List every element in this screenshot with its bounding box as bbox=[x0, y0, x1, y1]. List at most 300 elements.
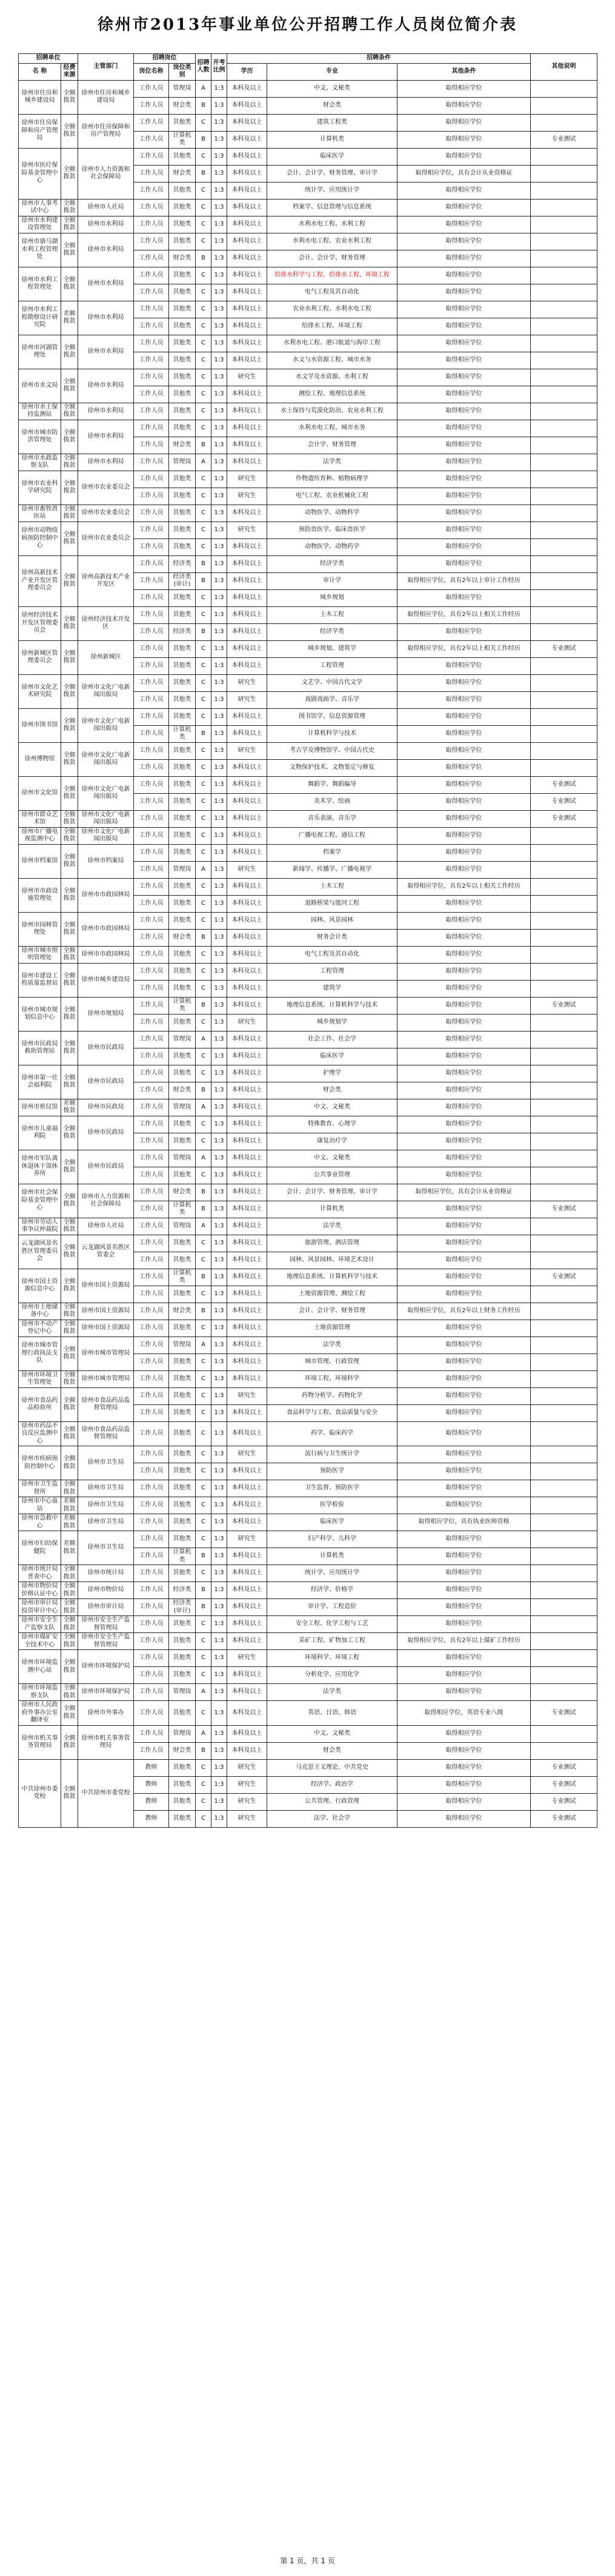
position-category-cell: 其他类 bbox=[169, 1759, 196, 1776]
funding-type-cell: 全额拨款 bbox=[61, 1565, 78, 1582]
table-row bbox=[19, 1116, 597, 1133]
other-conditions-cell: 取得相应学位，具有会计从业资格证 bbox=[397, 1184, 531, 1201]
position-category-cell: 其他类 bbox=[169, 1633, 196, 1650]
headcount-cell: C bbox=[196, 1776, 211, 1793]
headcount-cell: C bbox=[196, 810, 211, 827]
headcount-cell: A bbox=[196, 454, 211, 471]
headcount-cell: B bbox=[196, 1184, 211, 1201]
position-category-cell: 其他类 bbox=[169, 301, 196, 318]
page-footer: 第 1 页，共 1 页 bbox=[280, 2557, 335, 2565]
exam-ratio-cell: 1:3 bbox=[211, 759, 227, 776]
education-cell: 本科及以上 bbox=[227, 1082, 267, 1099]
major-cell: 城乡规划学 bbox=[267, 1014, 397, 1031]
education-cell: 本科及以上 bbox=[227, 759, 267, 776]
funding-type-cell: 全额拨款 bbox=[61, 1218, 78, 1235]
position-name-cell: 工作人员 bbox=[134, 895, 169, 912]
education-cell: 本科及以上 bbox=[227, 301, 267, 318]
unit-name-cell: 徐州市园林管理处 bbox=[19, 912, 61, 946]
department-cell: 徐州市安全生产监督管理局 bbox=[78, 1633, 134, 1650]
other-conditions-cell: 取得相应学位 bbox=[397, 1446, 531, 1463]
table-row bbox=[19, 606, 597, 623]
unit-name-cell: 徐州市食品药品检验所 bbox=[19, 1387, 61, 1421]
education-cell: 研究生 bbox=[227, 674, 267, 691]
unit-name-cell: 徐州高新技术产业开发区管理委员会 bbox=[19, 555, 61, 606]
position-category-cell: 其他类 bbox=[169, 267, 196, 284]
education-cell: 本科及以上 bbox=[227, 1048, 267, 1065]
other-notes-cell bbox=[531, 233, 597, 250]
headcount-cell: C bbox=[196, 420, 211, 437]
other-notes-cell bbox=[531, 80, 597, 97]
unit-name-cell: 徐州市不动产登记中心 bbox=[19, 1320, 61, 1337]
other-notes-cell bbox=[531, 1742, 597, 1759]
headcount-cell: C bbox=[196, 182, 211, 199]
exam-ratio-cell: 1:3 bbox=[211, 1320, 227, 1337]
position-category-cell: 其他类 bbox=[169, 1463, 196, 1480]
other-notes-cell bbox=[531, 182, 597, 199]
other-conditions-cell: 取得相应学位 bbox=[397, 318, 531, 335]
other-notes-cell bbox=[531, 1014, 597, 1031]
position-name-cell: 工作人员 bbox=[134, 1565, 169, 1582]
unit-name-cell: 徐州市城市防洪管理处 bbox=[19, 420, 61, 454]
position-name-cell: 教师 bbox=[134, 1793, 169, 1810]
department-cell: 徐州市农业委员会 bbox=[78, 522, 134, 555]
position-name-cell: 工作人员 bbox=[134, 437, 169, 454]
funding-type-cell: 差额拨款 bbox=[61, 1531, 78, 1565]
funding-type-cell: 全额拨款 bbox=[61, 1031, 78, 1065]
major-cell: 安全工程、化学工程与工艺 bbox=[267, 1616, 397, 1633]
position-category-cell: 其他类 bbox=[169, 1167, 196, 1184]
position-category-cell: 其他类 bbox=[169, 1565, 196, 1582]
unit-name-cell: 徐州市煤矿安全技术中心 bbox=[19, 1633, 61, 1650]
headcount-cell: C bbox=[196, 1565, 211, 1582]
headcount-cell: C bbox=[196, 606, 211, 623]
other-conditions-cell: 取得相应学位 bbox=[397, 1218, 531, 1235]
headcount-cell: B bbox=[196, 1582, 211, 1599]
exam-ratio-cell: 1:3 bbox=[211, 606, 227, 623]
other-notes-cell bbox=[531, 199, 597, 216]
education-cell: 本科及以上 bbox=[227, 1353, 267, 1370]
unit-name-cell: 徐州市物价局价格认证中心 bbox=[19, 1582, 61, 1599]
position-category-cell: 其他类 bbox=[169, 1320, 196, 1337]
other-conditions-cell: 取得相应学位 bbox=[397, 1201, 531, 1218]
exam-ratio-cell: 1:3 bbox=[211, 1387, 227, 1404]
major-cell: 妇产科学、儿科学 bbox=[267, 1531, 397, 1548]
table-row bbox=[19, 1303, 597, 1320]
position-category-cell: 其他类 bbox=[169, 674, 196, 691]
position-category-cell: 财会类 bbox=[169, 1303, 196, 1320]
other-notes-cell bbox=[531, 895, 597, 912]
headcount-cell: B bbox=[196, 572, 211, 589]
position-name-cell: 工作人员 bbox=[134, 1303, 169, 1320]
other-notes-cell bbox=[531, 861, 597, 878]
table-header bbox=[19, 54, 597, 81]
department-cell: 徐州市国土资源局 bbox=[78, 1303, 134, 1320]
major-cell: 水文学及水资源、水利工程 bbox=[267, 369, 397, 386]
exam-ratio-cell: 1:3 bbox=[211, 963, 227, 980]
education-cell: 研究生 bbox=[227, 471, 267, 488]
unit-name-cell: 徐州市殡仪馆 bbox=[19, 1099, 61, 1116]
position-name-cell: 工作人员 bbox=[134, 471, 169, 488]
exam-ratio-cell: 1:3 bbox=[211, 1725, 227, 1742]
major-cell: 法学类 bbox=[267, 1337, 397, 1353]
funding-type-cell: 全额拨款 bbox=[61, 80, 78, 114]
department-cell: 徐州市卫生局 bbox=[78, 1514, 134, 1531]
education-cell: 本科及以上 bbox=[227, 827, 267, 844]
unit-name-cell: 徐州市环境监测中心站 bbox=[19, 1650, 61, 1684]
education-cell: 本科及以上 bbox=[227, 1303, 267, 1320]
position-category-cell: 其他类 bbox=[169, 810, 196, 827]
major-cell: 药物分析学、药物化学 bbox=[267, 1387, 397, 1404]
department-cell: 徐州市卫生局 bbox=[78, 1480, 134, 1497]
major-cell: 计算机类 bbox=[267, 1201, 397, 1218]
other-conditions-cell: 取得相应学位 bbox=[397, 1370, 531, 1387]
headcount-cell: B bbox=[196, 1269, 211, 1286]
major-cell: 环境工程、环境科学 bbox=[267, 1370, 397, 1387]
table-row bbox=[19, 776, 597, 793]
position-category-cell: 财会类 bbox=[169, 1184, 196, 1201]
position-category-cell: 计算机类 bbox=[169, 725, 196, 742]
headcount-cell: C bbox=[196, 657, 211, 674]
unit-name-cell: 徐州市机关事务管理局 bbox=[19, 1725, 61, 1759]
unit-name-cell: 徐州市第一社会福利院 bbox=[19, 1065, 61, 1099]
headcount-cell: C bbox=[196, 284, 211, 301]
other-conditions-cell: 取得相应学位，具有2年以上审计工作经历 bbox=[397, 572, 531, 589]
exam-ratio-cell: 1:3 bbox=[211, 114, 227, 131]
headcount-cell: B bbox=[196, 997, 211, 1014]
education-cell: 本科及以上 bbox=[227, 454, 267, 471]
department-cell: 徐州市市政园林局 bbox=[78, 946, 134, 963]
other-conditions-cell: 取得相应学位 bbox=[397, 946, 531, 963]
other-conditions-cell: 取得相应学位 bbox=[397, 301, 531, 318]
position-category-cell: 其他类 bbox=[169, 657, 196, 674]
education-cell: 本科及以上 bbox=[227, 505, 267, 522]
position-name-cell: 工作人员 bbox=[134, 844, 169, 861]
funding-type-cell: 全额拨款 bbox=[61, 946, 78, 963]
other-conditions-cell: 取得相应学位 bbox=[397, 97, 531, 114]
position-category-cell: 管理岗 bbox=[169, 861, 196, 878]
major-cell: 建筑工程类 bbox=[267, 114, 397, 131]
department-cell: 徐州市城市管理局 bbox=[78, 1337, 134, 1370]
major-cell: 马克思主义理论、中共党史 bbox=[267, 1759, 397, 1776]
funding-type-cell: 全额拨款 bbox=[61, 1759, 78, 1827]
headcount-cell: C bbox=[196, 1404, 211, 1421]
headcount-cell: C bbox=[196, 1235, 211, 1252]
headcount-cell: A bbox=[196, 1218, 211, 1235]
department-cell: 徐州市水利局 bbox=[78, 233, 134, 267]
exam-ratio-cell: 1:3 bbox=[211, 1370, 227, 1387]
headcount-cell: C bbox=[196, 844, 211, 861]
funding-type-cell: 差额拨款 bbox=[61, 301, 78, 335]
other-conditions-cell: 取得相应学位 bbox=[397, 369, 531, 386]
position-name-cell: 工作人员 bbox=[134, 1167, 169, 1184]
other-conditions-cell: 取得相应学位 bbox=[397, 1387, 531, 1404]
exam-ratio-cell: 1:3 bbox=[211, 1116, 227, 1133]
table-body bbox=[19, 80, 597, 1827]
exam-ratio-cell: 1:3 bbox=[211, 301, 227, 318]
education-cell: 本科及以上 bbox=[227, 1133, 267, 1150]
department-cell: 中共徐州市委党校 bbox=[78, 1759, 134, 1827]
unit-name-cell: 徐州市档案馆 bbox=[19, 844, 61, 878]
other-notes-cell: 专业测试 bbox=[531, 1759, 597, 1776]
position-category-cell: 其他类 bbox=[169, 1235, 196, 1252]
unit-name-cell: 徐州市骆马湖水利工程管理处 bbox=[19, 233, 61, 267]
table-row bbox=[19, 1633, 597, 1650]
other-conditions-cell: 取得相应学位 bbox=[397, 1463, 531, 1480]
position-name-cell: 工作人员 bbox=[134, 1480, 169, 1497]
other-notes-cell: 专业测试 bbox=[531, 793, 597, 810]
position-name-cell: 工作人员 bbox=[134, 505, 169, 522]
position-name-cell: 工作人员 bbox=[134, 1616, 169, 1633]
unit-name-cell: 徐州市统计局普查中心 bbox=[19, 1565, 61, 1582]
exam-ratio-cell: 1:3 bbox=[211, 1353, 227, 1370]
table-row bbox=[19, 708, 597, 725]
exam-ratio-cell: 1:3 bbox=[211, 1446, 227, 1463]
other-notes-cell bbox=[531, 1446, 597, 1463]
department-cell: 徐州市水利局 bbox=[78, 335, 134, 369]
funding-type-cell: 全额拨款 bbox=[61, 522, 78, 555]
exam-ratio-cell: 1:3 bbox=[211, 1218, 227, 1235]
major-cell: 会计学、财务管理 bbox=[267, 437, 397, 454]
other-conditions-cell: 取得相应学位 bbox=[397, 216, 531, 233]
exam-ratio-cell: 1:3 bbox=[211, 1201, 227, 1218]
position-name-cell: 工作人员 bbox=[134, 742, 169, 759]
position-name-cell: 工作人员 bbox=[134, 793, 169, 810]
department-cell: 徐州市文化广电新闻出版局 bbox=[78, 776, 134, 810]
unit-name-cell: 徐州市水利工程勘察设计研究院 bbox=[19, 301, 61, 335]
exam-ratio-cell: 1:3 bbox=[211, 657, 227, 674]
headcount-cell: C bbox=[196, 352, 211, 369]
position-name-cell: 工作人员 bbox=[134, 538, 169, 555]
funding-type-cell: 全额拨款 bbox=[61, 1480, 78, 1497]
headcount-cell: C bbox=[196, 114, 211, 131]
education-cell: 本科及以上 bbox=[227, 131, 267, 148]
table-row bbox=[19, 827, 597, 844]
exam-ratio-cell: 1:3 bbox=[211, 623, 227, 640]
other-notes-cell bbox=[531, 1514, 597, 1531]
other-conditions-cell: 取得相应学位 bbox=[397, 1099, 531, 1116]
position-category-cell: 管理岗 bbox=[169, 80, 196, 97]
other-notes-cell: 专业测试 bbox=[531, 131, 597, 148]
education-cell: 本科及以上 bbox=[227, 1320, 267, 1337]
major-cell: 法学类 bbox=[267, 1218, 397, 1235]
position-name-cell: 工作人员 bbox=[134, 708, 169, 725]
header-other-conditions: 其他条件 bbox=[397, 63, 531, 80]
education-cell: 本科及以上 bbox=[227, 776, 267, 793]
department-cell: 徐州市文化广电新闻出版局 bbox=[78, 810, 134, 827]
other-conditions-cell: 取得相应学位 bbox=[397, 1725, 531, 1742]
position-name-cell: 工作人员 bbox=[134, 1252, 169, 1269]
other-conditions-cell: 取得相应学位 bbox=[397, 1667, 531, 1684]
other-conditions-cell: 取得相应学位 bbox=[397, 538, 531, 555]
funding-type-cell: 全额拨款 bbox=[61, 114, 78, 148]
major-cell: 预防兽医学、临床兽医学 bbox=[267, 522, 397, 538]
exam-ratio-cell: 1:3 bbox=[211, 691, 227, 708]
major-cell: 动物医学、动物科学 bbox=[267, 505, 397, 522]
other-conditions-cell: 取得相应学位 bbox=[397, 1337, 531, 1353]
exam-ratio-cell: 1:3 bbox=[211, 1167, 227, 1184]
department-cell: 徐州市农业委员会 bbox=[78, 505, 134, 522]
headcount-cell: B bbox=[196, 97, 211, 114]
other-conditions-cell: 取得相应学位 bbox=[397, 386, 531, 403]
position-category-cell: 其他类 bbox=[169, 522, 196, 538]
position-category-cell: 计算机类 bbox=[169, 131, 196, 148]
position-category-cell: 其他类 bbox=[169, 216, 196, 233]
major-cell: 电气工程、农业机械化工程 bbox=[267, 488, 397, 505]
other-notes-cell bbox=[531, 963, 597, 980]
exam-ratio-cell: 1:3 bbox=[211, 555, 227, 572]
other-notes-cell bbox=[531, 657, 597, 674]
unit-name-cell: 徐州市民政局救助管理站 bbox=[19, 1031, 61, 1065]
position-name-cell: 教师 bbox=[134, 1776, 169, 1793]
exam-ratio-cell: 1:3 bbox=[211, 1667, 227, 1684]
education-cell: 本科及以上 bbox=[227, 810, 267, 827]
header-department: 主管部门 bbox=[78, 54, 134, 81]
headcount-cell: B bbox=[196, 623, 211, 640]
major-cell: 给排水科学与工程、给排水工程、环境工程 bbox=[267, 267, 397, 284]
major-cell: 公共事业管理 bbox=[267, 1167, 397, 1184]
other-conditions-cell: 取得相应学位 bbox=[397, 963, 531, 980]
table-row bbox=[19, 1582, 597, 1599]
other-conditions-cell: 取得相应学位 bbox=[397, 505, 531, 522]
funding-type-cell: 全额拨款 bbox=[61, 1150, 78, 1184]
headcount-cell: C bbox=[196, 1759, 211, 1776]
other-conditions-cell: 取得相应学位 bbox=[397, 1252, 531, 1269]
other-notes-cell bbox=[531, 1633, 597, 1650]
exam-ratio-cell: 1:3 bbox=[211, 1099, 227, 1116]
table-row bbox=[19, 369, 597, 386]
position-name-cell: 工作人员 bbox=[134, 352, 169, 369]
position-category-cell: 其他类 bbox=[169, 369, 196, 386]
table-row bbox=[19, 1565, 597, 1582]
unit-name-cell: 徐州市社会保险基金管理中心 bbox=[19, 1184, 61, 1218]
exam-ratio-cell: 1:3 bbox=[211, 199, 227, 216]
other-notes-cell bbox=[531, 572, 597, 589]
other-notes-cell bbox=[531, 674, 597, 691]
funding-type-cell: 全额拨款 bbox=[61, 233, 78, 267]
education-cell: 本科及以上 bbox=[227, 946, 267, 963]
other-conditions-cell: 取得相应学位 bbox=[397, 674, 531, 691]
unit-name-cell: 徐州市市政设施管理处 bbox=[19, 878, 61, 912]
position-category-cell: 其他类 bbox=[169, 708, 196, 725]
exam-ratio-cell: 1:3 bbox=[211, 844, 227, 861]
education-cell: 本科及以上 bbox=[227, 929, 267, 946]
funding-type-cell: 全额拨款 bbox=[61, 335, 78, 369]
table-row bbox=[19, 997, 597, 1014]
other-notes-cell bbox=[531, 1184, 597, 1201]
headcount-cell: C bbox=[196, 1463, 211, 1480]
unit-name-cell: 徐州市儿童福利院 bbox=[19, 1116, 61, 1150]
other-conditions-cell: 取得相应学位，具有2年以上财务工作经历 bbox=[397, 1303, 531, 1320]
other-conditions-cell: 取得相应学位 bbox=[397, 810, 531, 827]
headcount-cell: B bbox=[196, 131, 211, 148]
position-name-cell: 工作人员 bbox=[134, 1446, 169, 1463]
major-cell: 中文、文秘类 bbox=[267, 80, 397, 97]
other-conditions-cell: 取得相应学位 bbox=[397, 1082, 531, 1099]
position-name-cell: 工作人员 bbox=[134, 267, 169, 284]
exam-ratio-cell: 1:3 bbox=[211, 284, 227, 301]
recruitment-table-wrapper bbox=[18, 53, 597, 1828]
position-category-cell: 其他类 bbox=[169, 1133, 196, 1150]
position-name-cell: 工作人员 bbox=[134, 1650, 169, 1667]
position-name-cell: 工作人员 bbox=[134, 182, 169, 199]
position-category-cell: 管理岗 bbox=[169, 454, 196, 471]
other-conditions-cell: 取得相应学位 bbox=[397, 742, 531, 759]
exam-ratio-cell: 1:3 bbox=[211, 1776, 227, 1793]
other-notes-cell bbox=[531, 522, 597, 538]
education-cell: 本科及以上 bbox=[227, 997, 267, 1014]
education-cell: 本科及以上 bbox=[227, 1370, 267, 1387]
funding-type-cell: 全额拨款 bbox=[61, 827, 78, 844]
major-cell: 统计学、应用统计学 bbox=[267, 182, 397, 199]
table-row bbox=[19, 114, 597, 131]
exam-ratio-cell: 1:3 bbox=[211, 1150, 227, 1167]
headcount-cell: A bbox=[196, 1337, 211, 1353]
other-conditions-cell: 取得相应学位 bbox=[397, 352, 531, 369]
other-conditions-cell: 取得相应学位 bbox=[397, 1599, 531, 1616]
funding-type-cell: 差额拨款 bbox=[61, 1099, 78, 1116]
position-category-cell: 其他类 bbox=[169, 1667, 196, 1684]
other-notes-cell bbox=[531, 912, 597, 929]
other-conditions-cell: 取得相应学位 bbox=[397, 1133, 531, 1150]
major-cell: 农业水利工程、水利水电工程 bbox=[267, 301, 397, 318]
department-cell: 徐州市国土资源局 bbox=[78, 1269, 134, 1303]
other-notes-cell bbox=[531, 1387, 597, 1404]
other-conditions-cell: 取得相应学位 bbox=[397, 725, 531, 742]
headcount-cell: C bbox=[196, 946, 211, 963]
other-notes-cell bbox=[531, 1480, 597, 1497]
other-conditions-cell: 取得相应学位 bbox=[397, 997, 531, 1014]
header-education: 学历 bbox=[227, 63, 267, 80]
other-conditions-cell: 取得相应学位 bbox=[397, 454, 531, 471]
education-cell: 研究生 bbox=[227, 488, 267, 505]
department-cell: 徐州市安全生产监督管理局 bbox=[78, 1616, 134, 1633]
exam-ratio-cell: 1:3 bbox=[211, 454, 227, 471]
other-notes-cell bbox=[531, 1667, 597, 1684]
position-category-cell: 其他类 bbox=[169, 776, 196, 793]
position-name-cell: 工作人员 bbox=[134, 1599, 169, 1616]
education-cell: 研究生 bbox=[227, 1531, 267, 1548]
department-cell: 徐州市农业委员会 bbox=[78, 471, 134, 505]
unit-name-cell: 徐州市药品不良反应监测中心 bbox=[19, 1421, 61, 1446]
funding-type-cell: 全额拨款 bbox=[61, 454, 78, 471]
table-row bbox=[19, 522, 597, 538]
education-cell: 本科及以上 bbox=[227, 1725, 267, 1742]
funding-type-cell: 全额拨款 bbox=[61, 1616, 78, 1633]
other-notes-cell bbox=[531, 1616, 597, 1633]
other-conditions-cell: 取得相应学位 bbox=[397, 1235, 531, 1252]
table-row bbox=[19, 1370, 597, 1387]
funding-type-cell: 全额拨款 bbox=[61, 1599, 78, 1616]
unit-name-cell: 徐州市土地储备中心 bbox=[19, 1303, 61, 1320]
position-category-cell: 其他类 bbox=[169, 1370, 196, 1387]
table-row bbox=[19, 1320, 597, 1337]
education-cell: 研究生 bbox=[227, 742, 267, 759]
funding-type-cell: 全额拨款 bbox=[61, 505, 78, 522]
position-name-cell: 工作人员 bbox=[134, 1497, 169, 1514]
other-notes-cell bbox=[531, 352, 597, 369]
other-notes-cell bbox=[531, 97, 597, 114]
other-notes-cell bbox=[531, 1684, 597, 1701]
other-conditions-cell: 取得相应学位 bbox=[397, 861, 531, 878]
other-conditions-cell: 取得相应学位 bbox=[397, 182, 531, 199]
position-name-cell: 工作人员 bbox=[134, 1701, 169, 1726]
other-conditions-cell: 取得相应学位 bbox=[397, 250, 531, 267]
table-row bbox=[19, 1218, 597, 1235]
other-notes-cell bbox=[531, 1353, 597, 1370]
department-cell: 徐州市环境保护局 bbox=[78, 1650, 134, 1684]
position-name-cell: 工作人员 bbox=[134, 1201, 169, 1218]
unit-name-cell: 徐州市广播电视监测中心 bbox=[19, 827, 61, 844]
